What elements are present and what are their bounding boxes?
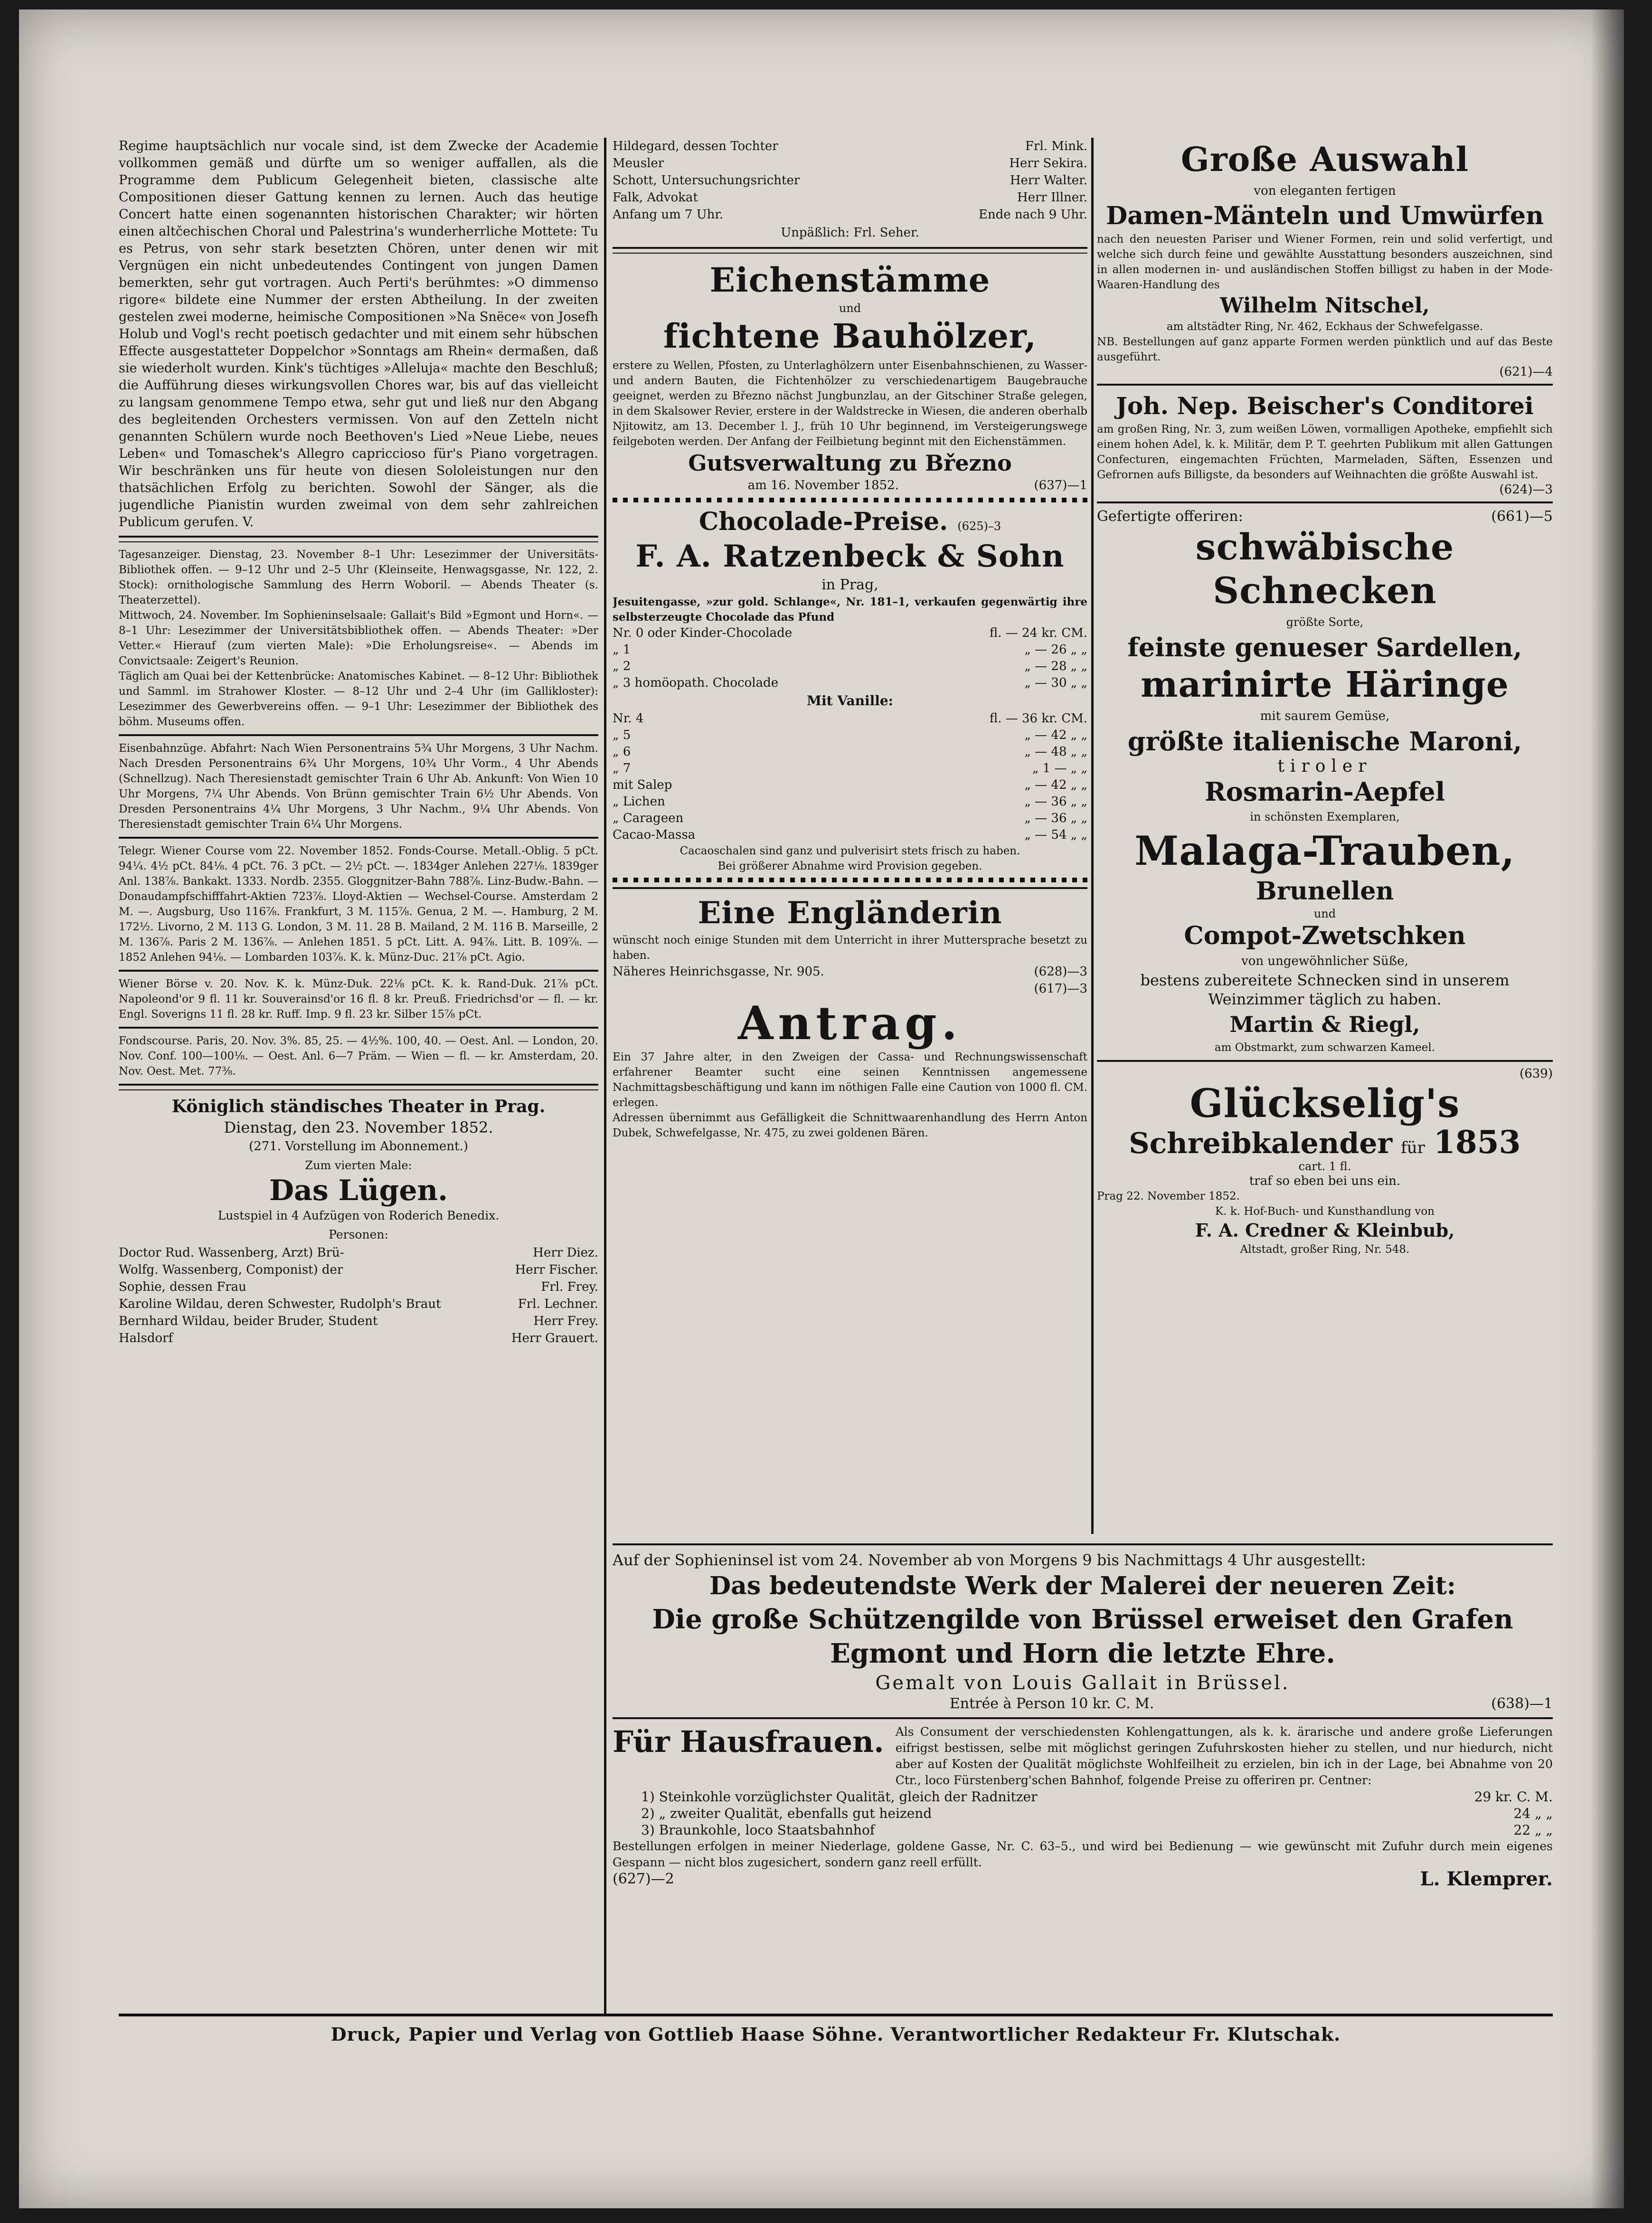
malaga-title: Malaga-Trauben,	[1134, 827, 1515, 874]
kalender-year: 1853	[1433, 1124, 1521, 1161]
wiener-boerse: Wiener Börse v. 20. Nov. K. k. Münz-Duk. 22⅛ pCt. K. k. Rand-Duk. 21⅞ pCt. Napoleond'or 9 fl. 11 kr. Souverainsd'or 16 fl. 8 kr. Preuß. Friedrichsd'or — fl. — kr. Engl. Soverigns 11 fl. 28 kr. Ruff. Imp. 9 fl. 23 kr. Silber 15⅞ pCt.	[119, 978, 598, 1021]
klemprer-signature: L. Klemprer.	[1420, 1868, 1553, 1890]
cast-row: Wolfg. Wassenberg, Componist) der Herr Fischer.	[119, 1263, 598, 1277]
gross-auswahl-title: Große Auswahl	[1180, 140, 1469, 179]
play-title: Das Lügen.	[269, 1174, 448, 1207]
oak-text: erstere zu Wellen, Pfosten, zu Unterlaghölzern unter Eisenbahnschienen, zu Wasser- und andern Bauten, die Fichtenhölzer zu verschiedenartigem Baugebrauche geeignet, werden zu Březno nächst Jungbunzlau, an der Gitschiner Straße gelegen, in dem Skalsower Revier, erstere in der Waldstrecke in Wiesen, die anderen oberhalb Njitowitz, am 13. December l. J., früh 10 Uhr beginnend, im Versteigerungswege feilgeboten werden. Der Anfang der Feilbietung beginnt mit den Eichenstämmen.	[613, 359, 1087, 448]
conditorei-title: Joh. Nep. Beischer's Conditorei	[1116, 392, 1534, 420]
kalender-title: Glückselig's	[1189, 1081, 1460, 1126]
chocolate-title: Chocolade-Preise.	[699, 507, 948, 536]
cast-list	[119, 1244, 598, 1347]
expo-title-1: Das bedeutendste Werk der Malerei der neueren Zeit:	[709, 1571, 1456, 1600]
mittwoch-notice: Mittwoch, 24. November. Im Sophieninselsaale: Gallait's Bild »Egmont und Horn«. — 8–1 Uhr: Lesezimmer der Universitätsbibliothek offen. — Abends Theater: »Der Vetter.« Hierauf (zum vierten Male): »Die Erholungsreise«. — Abends im Convictsaale: Zeigert's Reunion.	[119, 609, 598, 667]
column-rule-left	[604, 138, 606, 2014]
start-time: Anfang um 7 Uhr.	[613, 208, 724, 222]
expo-title-2: Die große Schützengilde von Brüssel erweiset den Grafen	[652, 1604, 1513, 1635]
cast-list-continued: Hildegard, dessen Tochter Frl. Mink. Meusler Herr Sekira. Schott, Untersuchungsrichter Herr Walter. Falk, Advokat Herr Illner. Anfang um 7 Uhr. Ende nach 9 Uhr.	[613, 138, 1087, 223]
column-2: Hildegard, dessen Tochter Frl. Mink. Meusler Herr Sekira. Schott, Untersuchungsrichter Herr Walter. Falk, Advokat Herr Illner. Anfang um 7 Uhr. Ende nach 9 Uhr. Unpäßlich: Frl. Seher. Eichenstämme und fichtene Bauhölzer, erstere zu Wellen, Pfosten, zu Unterlaghölzern unter Eisenbahnschienen, zu Wasser- und andern Bauten, die Fichtenhölzer zu verschiedenartigem Baugebrauche geeignet, werden zu Březno nächst Jungbunzlau, an der Gitschiner Straße gelegen, in dem Skalsower Revier, erstere in der Waldstrecke in Wiesen, die anderen oberhalb Njitowitz, am 13. December l. J., früh 10 Uhr beginnend, im Versteigerungswege feilgeboten werden. Der Anfang der Feilbietung beginnt mit den Eichenstämmen. Gutsverwaltung zu Březno am 16. November 1852. (637)—1 Chocolade-Preise. (625)–3 F. A. Ratzenbeck & Sohn in Prag, Jesuitengasse, »zur gold. Schlange«, Nr. 181–1, verkaufen gegenwärtig ihre selbsterzeugte Chocolade das Pfund Nr. 0 oder Kinder-Chocolade fl. — 24 kr. CM. „ 1 „ — 26 „ „ „ 2 „ — 28 „ „ „ 3 homöopath. Chocolade „ — 30 „ „ Mit Vanille: Nr. 4 fl. — 36 kr. CM. „ 5 „ — 42 „ „ „ 6 „ — 48 „ „ „ 7 „ 1 — „ „ mit Salep „ — 42 „ „ „ Lichen „ — 36 „ „ „ Carageen „ — 36 „ „ Cacao-Massa „ — 54 „ „ Cacaoschalen sind ganz und pulverisirt stets frisch zu haben. Bei größerer Abnahme wird Provision gegeben. Eine Engländerin wünscht noch einige Stunden mit dem Unterricht in ihrer Muttersprache besetzt zu haben. Näheres Heinrichsgasse, Nr. 905. (628)—3 (617)—3 Antrag. Ein 37 Jahre alter, in den Zweigen der Cassa- und Rechnungswissenschaft erfahrener Beamter sucht eine seinen Kenntnissen angemessene Nachmittagsbeschäftigung und kann im nöthigen Falle eine Caution von 1000 fl. CM. erlegen. Adressen übernimmt aus Gefälligkeit die Schnittwaarenhandlung des Herrn Anton Dubek, Schwefelgasse, Nr. 475, zu zwei goldenen Bären.	[613, 138, 1087, 1543]
cast-row: Karoline Wildau, deren Schwester, Rudolph's Braut Frl. Lechner.	[119, 1297, 598, 1311]
play-subtitle: Lustspiel in 4 Aufzügen von Roderich Benedix.	[217, 1209, 500, 1222]
theater-title: Königlich ständisches Theater in Prag.	[171, 1097, 546, 1116]
concert-review: Regime hauptsächlich nur vocale sind, ist dem Zwecke der Academie vollkommen gemäß und dürfte um so weniger auffallen, als die Programme dem Publicum Gelegenheit bieten, classische alte Compositionen dieser Gattung kennen zu lernen. Auch das heutige Concert hatte einen sogenannten historischen Charakter; wir hörten einen altčechischen Choral und Palestrina's wunderherrliche Mottete: Tu es Petrus, von sehr stark besetzten Chören, unter denen wir mit Vergnügen ein nicht unbedeutendes Contingent von jungen Damen bemerkten, sehr gut vortragen. Auch Perti's berühmtes: »O dimmenso rigore« bildete eine Nummer der ersten Abtheilung. In der zweiten gestelen zwei moderne, heimische Compositionen »Na Snëce« von Josefh Holub und Vogl's recht poetisch gedachter und mit einem sehr hübschen Effecte ausgestatteter Doppelchor »Sonntags am Rhein« dermaßen, daß sie wiederholt wurden. Kink's tüchtiges »Alleluja« machte den Beschluß; die Aufführung dieses wirkungsvollen Chores war, bis auf das vielleicht zu langsam genommene Tempo etwa, sehr gut und ließ nur den Abgang des begleitenden Orchesters vermissen. Von auf den Zetteln nicht genannten Schülern wurde noch Beethoven's Lied »Neue Liebe, neues Leben« und Tomaschek's Allegro capriccioso für's Piano vorgetragen. Wir beschränken uns für heute von diesen Sololeistungen nur den thatsächlichen Erfolg zu berichten. Sowohl der Sänger, als die jugendliche Pianistin wurden zweimal von dem sehr zahlreichen Publicum gerufen. V.	[119, 139, 598, 530]
persons-heading: Personen:	[329, 1228, 388, 1241]
schnecken-title: schwäbische Schnecken	[1195, 526, 1454, 612]
chocolate-price-list: Nr. 0 oder Kinder-Chocolade fl. — 24 kr. CM. „ 1 „ — 26 „ „ „ 2 „ — 28 „ „ „ 3 homöopath. Chocolade „ — 30 „ „ Mit Vanille: Nr. 4 fl. — 36 kr. CM. „ 5 „ — 42 „ „ „ 6 „ — 48 „ „ „ 7 „ 1 — „ „ mit Salep „ — 42 „ „ „ Lichen „ — 36 „ „ „ Carageen „ — 36 „ „ Cacao-Massa „ — 54 „ „	[613, 626, 1087, 842]
imprint-text: Druck, Papier und Verlag von Gottlieb Haase Söhne. Verantwortlicher Redakteur Fr. Klutschak.	[330, 2024, 1341, 2045]
nitschel-name: Wilhelm Nitschel,	[1220, 293, 1430, 318]
page-fold-shadow	[1591, 9, 1624, 2208]
theater-date: Dienstag, den 23. November 1852.	[224, 1118, 493, 1136]
imprint-footer	[119, 2014, 1553, 2066]
expo-title-3: Egmont und Horn die letzte Ehre.	[830, 1638, 1335, 1669]
column-1	[119, 138, 598, 1990]
wiener-course: Telegr. Wiener Course vom 22. November 1852. Fonds-Course. Metall.-Oblig. 5 pCt. 94¼. 4½ pCt. 84⅛. 4 pCt. 76. 3 pCt. — 2½ pCt. —. 1834ger Anlehen 227⅛. 1839ger Anl. 138⅞. Bankakt. 1333. Nordb. 2355. Gloggnitzer-Bahn 788⅞. Linz-Budw.-Bahn. — Donaudampfschifffahrt-Aktien 723⅞. Lloyd-Aktien — Wechsel-Course. Amsterdam 2 M. —. Augsburg, Uso 116⅞. Frankfurt, 3 M. 115⅞. Genua, 2 M. —. Hamburg, 2 M. 172½. Livorno, 2 M. 113 G. London, 3 M. 11. 28 B. Mailand, 2 M. 116 B. Marseille, 2 M. 136⅞. Paris 2 M. 136⅞. — Anlehen 1851. 5 pCt. Litt. A. 94⅞. Litt. B. 109⅞. — 1852 Anlehen 94⅛. — Lombarden 103⅞. K. k. Münz-Duc. 21⅞ pCt. Agio.	[119, 845, 598, 964]
end-time: Ende nach 9 Uhr.	[978, 208, 1087, 222]
column-rule-right	[1091, 138, 1094, 1534]
haeringe-title: marinirte Häringe	[1141, 664, 1509, 705]
chocolate-firm: F. A. Ratzenbeck & Sohn	[635, 539, 1065, 574]
ill-notice: Unpäßlich: Frl. Seher.	[781, 226, 919, 240]
cast-row: Bernhard Wildau, beider Bruder, Student Herr Frey.	[119, 1314, 598, 1328]
englaenderin-title: Eine Engländerin	[698, 895, 1002, 931]
hausfrauen-title: Für Hausfrauen.	[613, 1724, 884, 1759]
antrag-title: Antrag.	[738, 996, 962, 1050]
cast-row: Sophie, dessen Frau Frl. Frey.	[119, 1280, 598, 1294]
cast-row: Halsdorf Herr Grauert.	[119, 1331, 598, 1345]
tagesanzeiger: Tagesanzeiger. Dienstag, 23. November 8–1 Uhr: Lesezimmer der Universitäts-Bibliothek offen. — 9–12 Uhr und 2–5 Uhr (Kleinseite, Henwagsgasse, Nr. 122, 2. Stock): ornithologische Sammlung des Herrn Woboril. — Abends Theater (s. Theaterzettel).	[119, 549, 598, 606]
column-3: Große Auswahl von eleganten fertigen Damen-Mänteln und Umwürfen nach den neuesten Pariser und Wiener Formen, rein und solid verfertigt, und welche sich durch feine und gewählte Ausstattung besonders auszeichnen, sind in allen modernen in- und ausländischen Stoffen billigst zu haben in der Mode-Waaren-Handlung des Wilhelm Nitschel, am altstädter Ring, Nr. 462, Eckhaus der Schwefelgasse. NB. Bestellungen auf ganz apparte Formen werden pünktlich und auf das Beste ausgeführt. (621)—4 Joh. Nep. Beischer's Conditorei am großen Ring, Nr. 3, zum weißen Löwen, vormalligen Apotheke, empfiehlt sich einem hohen Adel, k. k. Militär, dem P. T. geehrten Publikum mit allen Gattungen Confecturen, eingemachten Früchten, Marmeladen, Säften, Essenzen und Gefrornen aufs Billigste, da besonders auf Weihnachten die größte Auswahl ist. (624)—3 Gefertigte offeriren: (661)—5 schwäbische Schnecken größte Sorte, feinste genueser Sardellen, marinirte Häringe mit saurem Gemüse, größte italienische Maroni, tiroler Rosmarin-Aepfel in schönsten Exemplaren, Malaga-Trauben, Brunellen und Compot-Zwetschken von ungewöhnlicher Süße, bestens zubereitete Schnecken sind in unserem Weinzimmer täglich zu haben. Martin & Riegl, am Obstmarkt, zum schwarzen Kameel. (639) Glückselig's Schreibkalender für 1853 cart. 1 fl. traf so eben bei uns ein. Prag 22. November 1852. K. k. Hof-Buch- und Kunsthandlung von F. A. Credner & Kleinbub, Altstadt, großer Ring, Nr. 548.	[1097, 138, 1553, 1515]
oak-title-2: fichtene Bauhölzer,	[663, 316, 1037, 356]
cast-row: Doctor Rud. Wassenberg, Arzt) Brü- Herr Diez.	[119, 1246, 598, 1260]
martin-riegl: Martin & Riegl,	[1229, 1012, 1420, 1037]
coal-price-list: 1) Steinkohle vorzüglichster Qualität, gleich der Radnitzer 29 kr. C. M. 2) „ zweiter Qualität, ebenfalls gut heizend 24 „ „ 3) Braunkohle, loco Staatsbahnhof 22 „ „	[641, 1789, 1553, 1838]
theater-perf: (271. Vorstellung im Abonnement.)	[249, 1139, 468, 1154]
eisenbahn-times: Eisenbahnzüge. Abfahrt: Nach Wien Personentrains 5¾ Uhr Morgens, 3 Uhr Nachm. Nach Dresden Personentrains 6¾ Uhr Morgens, 10¾ Uhr Vorm., 4 Uhr Abends (Schnellzug). Nach Theresienstadt gemischter Train 6 Uhr Ab. Ankunft: Von Wien 10 Uhr Morgens, 7¼ Uhr Abends. Von Brünn gemischter Train 6½ Uhr Abends. Von Dresden Personentrains 4¼ Uhr Morgens, 3 Uhr Nachm., 9¼ Uhr Abends. Von Theresienstadt gemischter Train 6¼ Uhr Morgens.	[119, 742, 598, 831]
chocolate-text: Jesuitengasse, »zur gold. Schlange«, Nr. 181–1, verkaufen gegenwärtig ihre selbsterzeugte Chocolade das Pfund	[613, 596, 1087, 624]
oak-signature: Gutsverwaltung zu Březno	[688, 450, 1012, 476]
theater-note: Zum vierten Male:	[305, 1159, 412, 1172]
taeglich-notice: Täglich am Quai bei der Kettenbrücke: Anatomisches Kabinet. — 8–12 Uhr: Bibliothek und Samml. im Strahower Kloster. — 8–12 Uhr und 2–4 Uhr (im Gallikloster): Lesezimmer des Gewerbvereins offen. — 9–1 Uhr: Lesezimmer der Bibliothek des böhm. Museums offen.	[119, 670, 598, 728]
fondscourse: Fondscourse. Paris, 20. Nov. 3%. 85, 25. — 4½%. 100, 40. — Oest. Anl. — London, 20. Nov. Conf. 100—100⅛. — Oest. Anl. 6—7 Präm. — Wien — fl. — kr. Amsterdam, 20. Nov. Oest. Met. 77⅜.	[119, 1035, 598, 1078]
bottom-wide-section: Auf der Sophieninsel ist vom 24. November ab von Morgens 9 bis Nachmittags 4 Uhr ausgestellt: Das bedeutendste Werk der Malerei der neueren Zeit: Die große Schützengilde von Brüssel erweiset den Grafen Egmont und Horn die letzte Ehre. Gemalt von Louis Gallait in Brüssel. Entrée à Person 10 kr. C. M. (638)—1 Für Hausfrauen. Als Consument der verschiedensten Kohlengattungen, als k. k. ärarische und andere große Lieferungen eifrigst bestissen, selbe mit möglichst geringen Zufuhrskosten hieher zu stellen, und nur hiedurch, nicht aber auf Kosten der Qualität möglichste Wohlfeilheit zu erzielen, bin ich in der Lage, bei Abnahme von 20 Ctr., loco Fürstenberg'schen Bahnhof, folgende Preise zu offeriren pr. Centner: 1) Steinkohle vorzüglichster Qualität, gleich der Radnitzer 29 kr. C. M. 2) „ zweiter Qualität, ebenfalls gut heizend 24 „ „ 3) Braunkohle, loco Staatsbahnhof 22 „ „ Bestellungen erfolgen in meiner Niederlage, goldene Gasse, Nr. C. 63–5., und wird bei Bedienung — wie gewünscht mit Zufuhr durch mein eigenes Gespann — nicht blos zugesichert, sondern ganz reell erfüllt. (627)—2 L. Klemprer.	[613, 1543, 1553, 2018]
oak-title: Eichenstämme	[709, 260, 991, 300]
